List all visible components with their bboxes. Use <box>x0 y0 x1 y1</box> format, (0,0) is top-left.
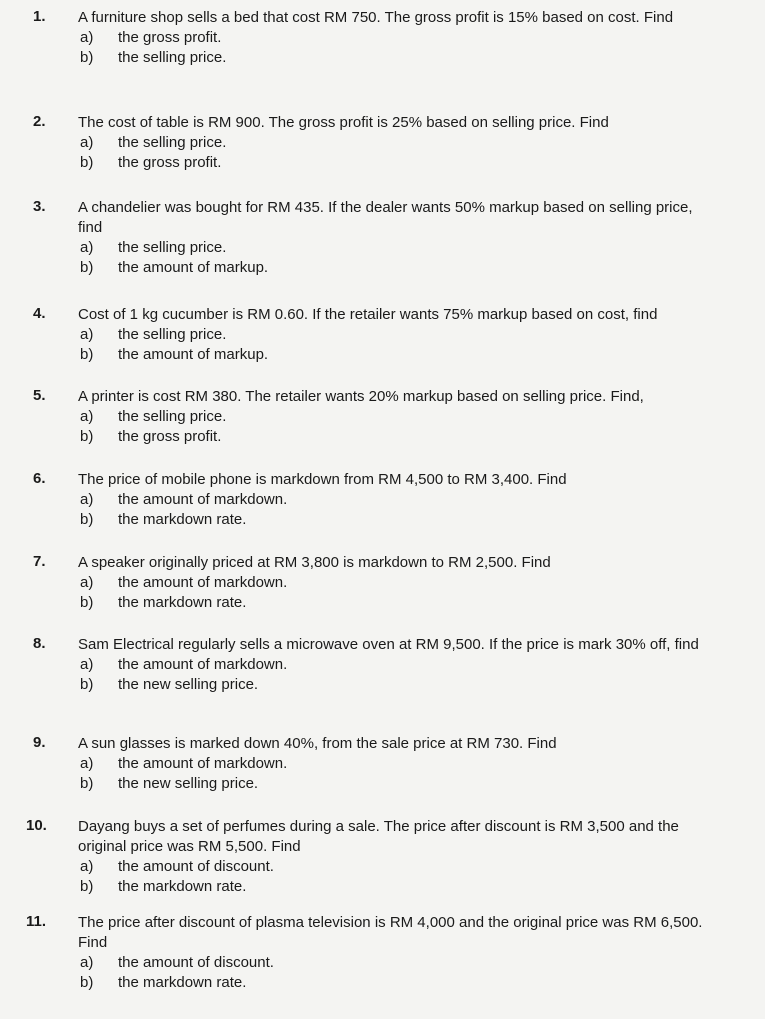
question-number: 10. <box>26 817 47 834</box>
part-label: a) <box>80 408 94 425</box>
part-label: a) <box>80 755 94 772</box>
question-part <box>78 655 718 675</box>
question-part <box>78 675 718 695</box>
part-text: the selling price. <box>118 134 227 151</box>
question-number: 2. <box>33 113 46 130</box>
part-label: b) <box>80 775 94 792</box>
part-label: a) <box>80 656 94 673</box>
question-number: 4. <box>33 305 46 322</box>
question-stem: The price after discount of plasma television is RM 4,000 and the original price was RM 6,500. Find <box>78 914 703 951</box>
part-text: the gross profit. <box>118 154 222 171</box>
question-part <box>78 48 718 68</box>
question-part <box>78 953 718 973</box>
question-part <box>78 973 718 993</box>
part-text: the amount of discount. <box>118 954 274 971</box>
part-label: a) <box>80 29 94 46</box>
part-label: a) <box>80 326 94 343</box>
part-label: b) <box>80 594 94 611</box>
question-part <box>78 857 718 877</box>
part-text: the amount of markdown. <box>118 574 288 591</box>
part-label: b) <box>80 878 94 895</box>
part-label: b) <box>80 346 94 363</box>
question-part <box>78 510 718 530</box>
part-label: b) <box>80 428 94 445</box>
part-text: the markdown rate. <box>118 878 247 895</box>
part-text: the markdown rate. <box>118 594 247 611</box>
part-text: the amount of markup. <box>118 346 269 363</box>
question-number: 8. <box>33 635 46 652</box>
part-text: the amount of markup. <box>118 259 269 276</box>
part-text: the selling price. <box>118 239 227 256</box>
question-part <box>78 754 718 774</box>
part-label: b) <box>80 974 94 991</box>
question-number: 5. <box>33 387 46 404</box>
question-stem: A furniture shop sells a bed that cost RM 750. The gross profit is 15% based on cost. Find <box>78 9 674 26</box>
part-label: b) <box>80 49 94 66</box>
question-part <box>78 877 718 897</box>
question-stem: A printer is cost RM 380. The retailer wants 20% markup based on selling price. Find, <box>78 388 644 405</box>
part-label: a) <box>80 239 94 256</box>
part-label: b) <box>80 154 94 171</box>
part-label: a) <box>80 491 94 508</box>
question-number: 9. <box>33 734 46 751</box>
question-part <box>78 593 718 613</box>
part-text: the amount of markdown. <box>118 755 288 772</box>
part-label: b) <box>80 511 94 528</box>
question-part <box>78 133 718 153</box>
question-part <box>78 345 718 365</box>
question-stem: A speaker originally priced at RM 3,800 is markdown to RM 2,500. Find <box>78 554 551 571</box>
question-part <box>78 573 718 593</box>
question-number: 1. <box>33 8 46 25</box>
part-text: the selling price. <box>118 408 227 425</box>
part-text: the markdown rate. <box>118 511 247 528</box>
part-label: b) <box>80 259 94 276</box>
part-label: a) <box>80 858 94 875</box>
question-stem: Dayang buys a set of perfumes during a sale. The price after discount is RM 3,500 and the original price was RM 5,500. Find <box>78 818 679 855</box>
part-text: the new selling price. <box>118 676 259 693</box>
part-text: the gross profit. <box>118 428 222 445</box>
question-part <box>78 427 718 447</box>
question-number: 3. <box>33 198 46 215</box>
question-stem: A sun glasses is marked down 40%, from the sale price at RM 730. Find <box>78 735 557 752</box>
question-stem: Sam Electrical regularly sells a microwave oven at RM 9,500. If the price is mark 30% off, find <box>78 636 699 653</box>
part-text: the selling price. <box>118 49 227 66</box>
part-label: b) <box>80 676 94 693</box>
question-stem: A chandelier was bought for RM 435. If the dealer wants 50% markup based on selling price, find <box>78 199 693 236</box>
question-part <box>78 490 718 510</box>
question-part <box>78 153 718 173</box>
part-text: the amount of discount. <box>118 858 274 875</box>
question-part <box>78 28 718 48</box>
part-label: a) <box>80 574 94 591</box>
question-stem: The price of mobile phone is markdown from RM 4,500 to RM 3,400. Find <box>78 471 567 488</box>
part-text: the selling price. <box>118 326 227 343</box>
question-part <box>78 407 718 427</box>
part-text: the amount of markdown. <box>118 491 288 508</box>
part-text: the new selling price. <box>118 775 259 792</box>
part-text: the markdown rate. <box>118 974 247 991</box>
question-number: 7. <box>33 553 46 570</box>
part-text: the gross profit. <box>118 29 222 46</box>
part-label: a) <box>80 954 94 971</box>
question-number: 11. <box>26 913 47 930</box>
question-part <box>78 774 718 794</box>
question-stem: Cost of 1 kg cucumber is RM 0.60. If the retailer wants 75% markup based on cost, find <box>78 306 658 323</box>
part-text: the amount of markdown. <box>118 656 288 673</box>
question-part <box>78 325 718 345</box>
question-number: 6. <box>33 470 46 487</box>
question-part <box>78 238 718 258</box>
question-part <box>78 258 718 278</box>
question-stem: The cost of table is RM 900. The gross profit is 25% based on selling price. Find <box>78 114 609 131</box>
part-label: a) <box>80 134 94 151</box>
